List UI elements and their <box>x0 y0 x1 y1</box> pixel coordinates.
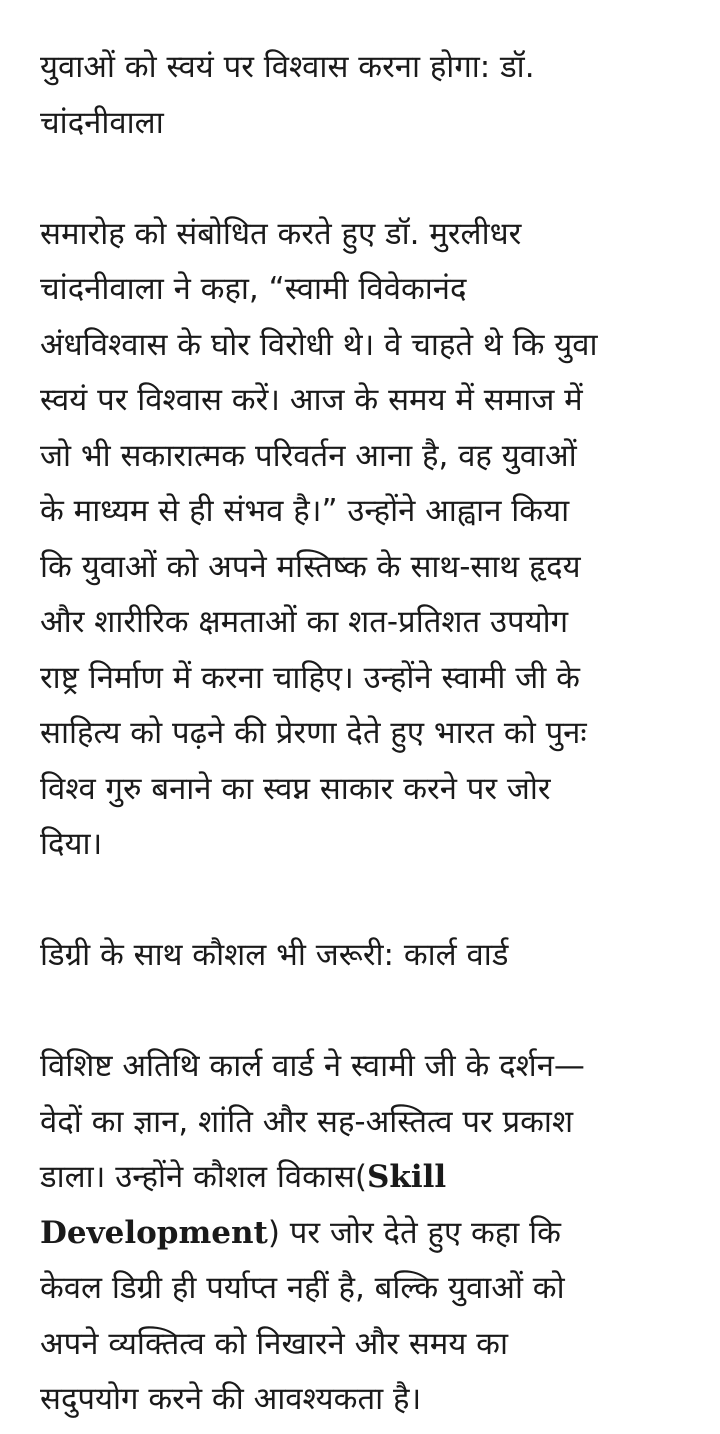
paragraph-line: अंधविश्वास के घोर विरोधी थे। वे चाहते थे कि युवा <box>40 326 598 363</box>
development-word: Development <box>40 1214 268 1251</box>
paragraph-line: कि युवाओं को अपने मस्तिष्क के साथ-साथ हृदय <box>40 548 581 585</box>
paragraph-gap <box>40 984 680 1040</box>
paragraph-line: केवल डिग्री ही पर्याप्त नहीं है, बल्कि युवाओं को <box>40 1270 565 1306</box>
paragraph-line: जो भी सकारात्मक परिवर्तन आना है, वह युवाओं <box>40 437 577 474</box>
paragraph-line: राष्ट्र निर्माण में करना चाहिए। उन्होंने स्वामी जी के <box>40 659 580 696</box>
paragraph-line: और शारीरिक क्षमताओं का शत-प्रतिशत उपयोग <box>40 604 569 640</box>
paragraph-line: चांदनीवाला ने कहा, “स्वामी विवेकानंद <box>40 271 467 307</box>
paragraph-line: सदुपयोग करने की आवश्यकता है। <box>40 1381 422 1417</box>
paragraph-line: अपने व्यक्तित्व को निखारने और समय का <box>40 1325 509 1362</box>
line-text-hindi: ) पर जोर देते हुए कहा कि <box>267 1214 561 1251</box>
heading-line: डिग्री के साथ कौशल भी जरूरी: कार्ल वार्ड <box>40 937 509 973</box>
paragraph-gap <box>40 873 680 929</box>
paragraph-line: दिया। <box>40 826 103 862</box>
skill-word: Skill <box>367 1159 447 1195</box>
paragraph-line: विश्व गुरु बनाने का स्वप्न साकार करने पर जोर <box>40 770 551 807</box>
paragraph-line: स्वयं पर विश्वास करें। आज के समय में समाज में <box>40 382 583 418</box>
heading-line: चांदनीवाला <box>40 104 164 141</box>
heading-line: युवाओं को स्वयं पर विश्वास करना होगा: डॉ. <box>40 49 535 85</box>
paragraph-line <box>40 1206 680 1262</box>
line-text-hindi: डाला। उन्होंने कौशल विकास( <box>40 1159 368 1195</box>
paragraph-chandniwala-speech <box>40 207 680 873</box>
paragraph-line: साहित्य को पढ़ने की प्रेरणा देते हुए भारत को पुनः <box>40 715 587 751</box>
paragraph-line <box>40 1150 680 1206</box>
paragraph-line: विशिष्ट अतिथि कार्ल वार्ड ने स्वामी जी के दर्शन— <box>40 1048 585 1084</box>
paragraph-line: समारोह को संबोधित करते हुए डॉ. मुरलीधर <box>40 215 522 252</box>
paragraph-line: के माध्यम से ही संभव है।” उन्होंने आह्वान किया <box>40 493 570 529</box>
article <box>40 40 680 1428</box>
paragraph-karl-ward-speech <box>40 1039 680 1428</box>
heading-karl-ward <box>40 928 680 984</box>
paragraph-line: वेदों का ज्ञान, शांति और सह-अस्तित्व पर प्रकाश <box>40 1103 574 1140</box>
paragraph-gap <box>40 151 680 207</box>
heading-chandniwala <box>40 40 680 151</box>
